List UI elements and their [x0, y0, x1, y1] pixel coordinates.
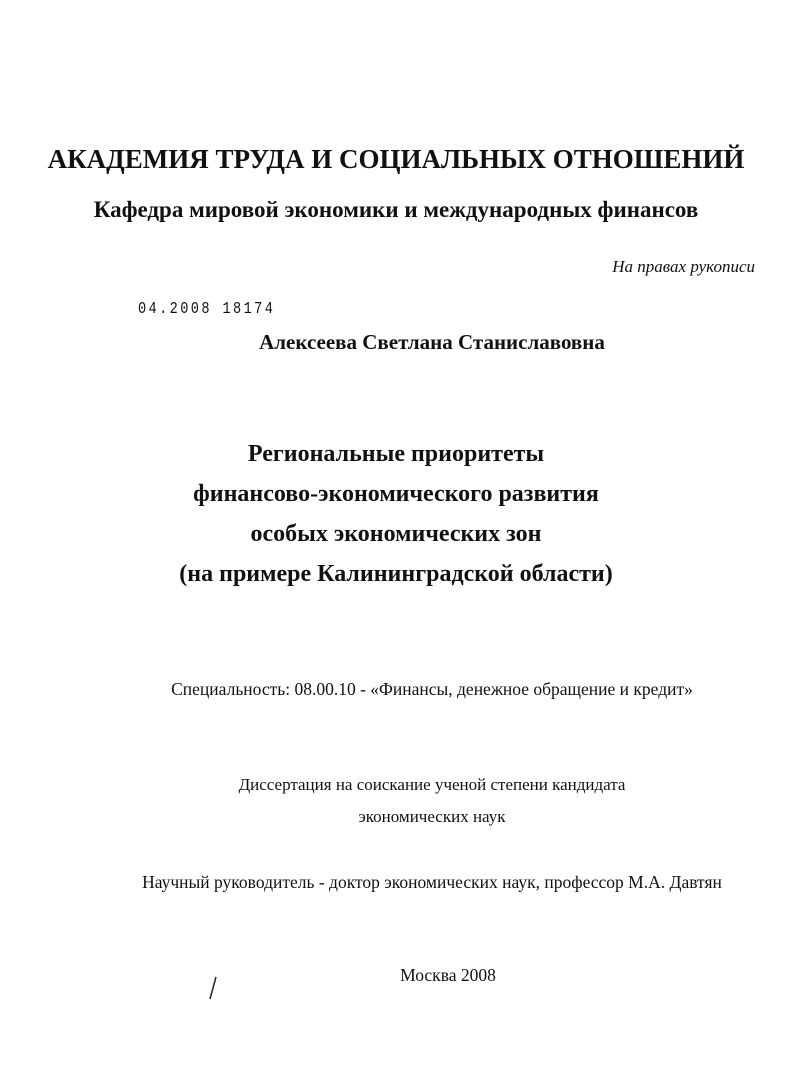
specialty: Специальность: 08.00.10 - «Финансы, денежное обращение и кредит»	[171, 679, 693, 699]
title-line-4: (на примере Калининградской области)	[179, 561, 613, 587]
city-year: Москва 2008	[400, 965, 496, 985]
department-heading: Кафедра мировой экономики и международных финансов	[93, 197, 699, 222]
pen-mark-icon	[205, 975, 221, 1001]
dissertation-line-2: экономических наук	[358, 807, 506, 826]
manuscript-note: На правах рукописи	[612, 257, 755, 276]
institution-heading: АКАДЕМИЯ ТРУДА И СОЦИАЛЬНЫХ ОТНОШЕНИЙ	[47, 144, 745, 174]
supervisor: Научный руководитель - доктор экономических наук, профессор М.А. Давтян	[142, 872, 722, 892]
title-line-3: особых экономических зон	[250, 521, 542, 547]
dissertation-line-1: Диссертация на соискание ученой степени кандидата	[238, 775, 626, 794]
stamp-code: 04.2008 18174	[138, 300, 276, 319]
title-line-1: Региональные приоритеты	[247, 441, 545, 467]
author-name: Алексеева Светлана Станиславовна	[259, 330, 605, 354]
title-line-2: финансово-экономического развития	[193, 481, 599, 507]
